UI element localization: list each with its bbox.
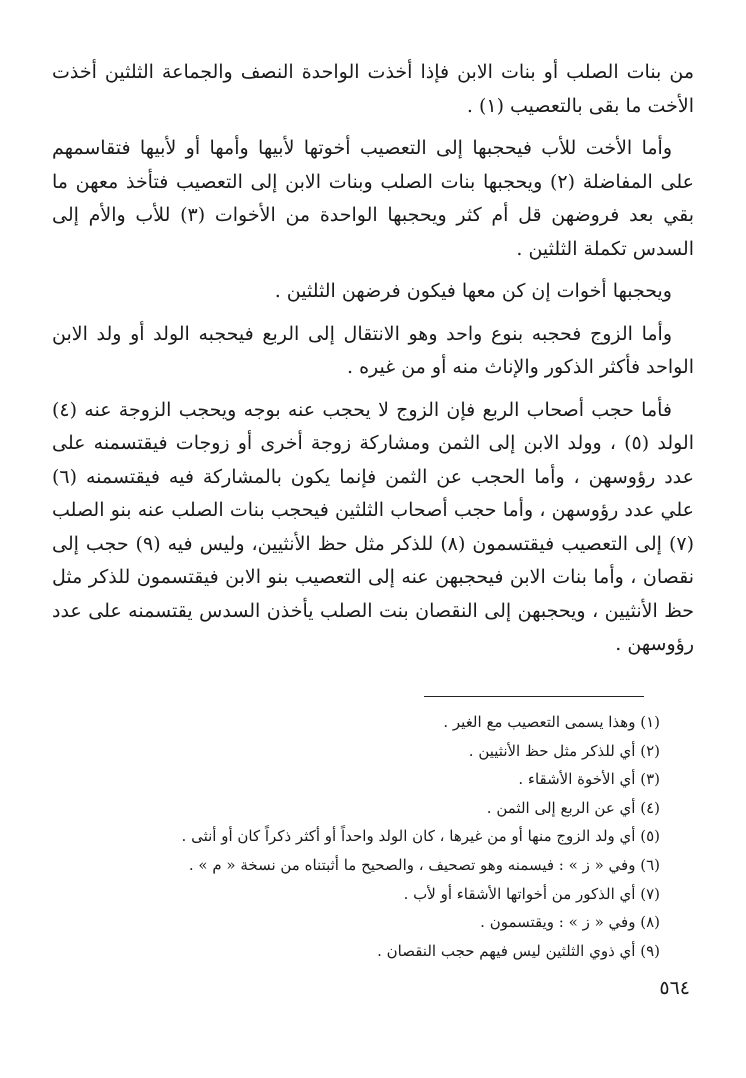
footnote-2: (٢) أي للذكر مثل حظ الأنثيين .: [468, 741, 660, 760]
footnotes: [60, 708, 660, 965]
footnote-9: (٩) أي ذوي الثلثين ليس فيهم حجب النقصان .: [377, 941, 660, 960]
footnote-5: (٥) أي ولد الزوج منها أو من غيرها ، كان الولد واحداً أو أكثر ذكراً كان أو أنثى .: [181, 827, 660, 846]
paragraph-2: وأما الأخت للأب فيحجبها إلى التعصيب أخوتها لأبيها وأمها أو لأبيها فتقاسمهم على المفاضلة (٢) ويحجبها بنات الصلب وبنات الابن إلى التعصيب فتأخذ معهن ما بقي بعد فروضهن قل أم كثر ويحجبها الواحدة من الأخوات (٣) للأب والأم إلى السدس تكملة الثلثين .: [52, 137, 694, 260]
paragraph-4: وأما الزوج فحجبه بنوع واحد وهو الانتقال إلى الربع فيحجبه الولد أو ولد الابن الواحد فأكثر الذكور والإناث منه أو من غيره .: [52, 322, 694, 378]
paragraph-3: ويحجبها أخوات إن كن معها فيكون فرضهن الثلثين .: [274, 280, 672, 302]
main-text: [52, 56, 694, 671]
footnote-divider: [424, 696, 644, 697]
paragraph-5: فأما حجب أصحاب الربع فإن الزوج لا يحجب عنه بوجه ويحجب الزوجة عنه (٤) الولد (٥) ، وولد الابن إلى الثمن ومشاركة زوجة أخرى أو زوجات فيقتسمنه على عدد رؤوسهن ، وأما الحجب عن الثمن فإنما يكون بالمشاركة فيه فيقتسمنه (٦) علي عدد رؤوسهن ، وأما حجب أصحاب الثلثين فيحجب بنات الصلب عنه بنو الصلب (٧) إلى التعصيب فيقتسمون (٨) للذكر مثل حظ الأنثيين، وليس فيه (٩) حجب إلى نقصان ، وأما بنات الابن فيحجبهن عنه إلى التعصيب بنو الابن فيقتسمون للذكر مثل حظ الأنثيين ، ويحجبهن إلى النقصان بنت الصلب يأخذن السدس يقتسمنه على عدد رؤوسهن .: [52, 398, 695, 655]
footnote-1: (١) وهذا يسمى التعصيب مع الغير .: [443, 713, 660, 731]
footnote-8: (٨) وفي « ز » : ويقتسمون .: [480, 913, 660, 932]
footnote-3: (٣) أي الأخوة الأشقاء .: [518, 770, 660, 789]
footnote-4: (٤) أي عن الربع إلى الثمن .: [486, 798, 660, 817]
footnote-7: (٧) أي الذكور من أخواتها الأشقاء أو لأب .: [403, 884, 660, 903]
footnote-6: (٦) وفي « ز » : فيسمنه وهو تصحيف ، والصحيح ما أثبتناه من نسخة « م » .: [188, 855, 660, 874]
paragraph-1: من بنات الصلب أو بنات الابن فإذا أخذت الواحدة النصف والجماعة الثلثين أخذت الأخت ما بقى بالتعصيب (١) .: [52, 61, 694, 117]
page-number: ٥٦٤: [659, 977, 690, 999]
